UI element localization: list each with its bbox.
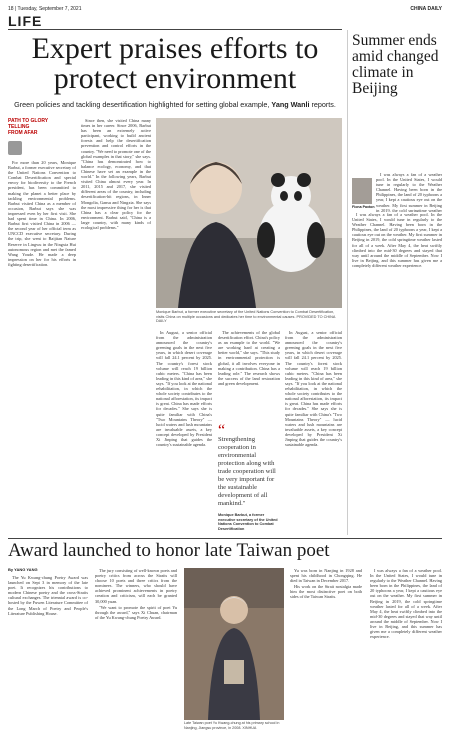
section-title: LIFE: [8, 13, 43, 29]
page-date: 18 | Tuesday, September 7, 2021: [8, 6, 82, 12]
masthead: [8, 4, 442, 14]
portrait-illustration: [156, 118, 342, 308]
main-col-4: [285, 330, 342, 535]
main-col-3b: [218, 330, 280, 422]
award-col-3-text: Yu was born in Nanjing in 1928 and spent his childhood in Chongqing. He died in Taiwan in December 2017.: [290, 568, 362, 584]
sidebar-author: Fiona Paxton: [352, 205, 375, 209]
pull-quote: [218, 422, 280, 508]
yu-kwang-chung-photo: [184, 568, 284, 720]
subhead-text: Green policies and tackling desertification highlighted for setting global example,: [14, 100, 270, 109]
quote-mark-icon: “: [218, 422, 226, 439]
award-col-3: [290, 568, 362, 743]
pull-quote-text: Strengthening cooperation in environmental protection along with trade cooperation will be very important for the sustainable development of all mankind.": [218, 436, 276, 507]
section-divider: [8, 29, 342, 30]
sidebar-continued: [370, 568, 442, 743]
subhead-byline: Yang Wanli: [271, 100, 310, 109]
award-byline: By YANG YANG: [8, 567, 38, 572]
main-subhead: [8, 100, 342, 109]
main-photo-caption: Monique Barbut, a former executive secretary of the United Nations Convention to Combat Desertification, visits China on multiple occasions and dedicates her time to environmental causes. PROVIDED TO CHINA DAILY: [156, 310, 336, 324]
award-col-2b-text: "We want to promote the spirit of poet Yu through the award," says Xi Chuan, chairman of the Yu Kwang-chung Poetry Award.: [95, 604, 177, 620]
award-col-3b-text: His work on the Strait nostalgia made him the most distinctive poet on both sides of the Taiwan Straits.: [290, 584, 362, 600]
sidebar-intro: [376, 172, 442, 212]
sidebar-divider: [347, 30, 348, 535]
award-divider: [8, 538, 442, 539]
poet-illustration: [184, 568, 284, 720]
award-headline: Award launched to honor late Taiwan poet: [8, 540, 330, 561]
subhead-suffix: reports.: [311, 100, 336, 109]
sidebar-continued-text: I was always a fan of a weather pool. In the United States, I would tune in regularly to the Weather Channel. Having been born in the Philippines, the land of 20 typhoons a year, I kept a cautious eye out on the weather. My first summer in Beijing in 2019, the cold springtime weather lasted for all of a week. After May 4, the heat swiftly climbed into the mid-30 degrees and stayed that way until around the middle of September. Now I live in Beijing, and this summer has given me a completely different weather experience.: [370, 568, 442, 640]
main-col-3: [156, 330, 212, 535]
monique-barbut-photo: [156, 118, 342, 308]
column-kicker: PATH TO GLORY TELLING FROM AFAR: [8, 118, 49, 136]
publication-name: CHINA DAILY: [410, 6, 442, 12]
award-photo-caption: Late Taiwan poet Yu Kwang-chung at his primary school in Nanjing, Jiangsu province, in 2008. XINHUA: [184, 721, 280, 730]
award-col-2-text: The jury consisting of well-known poets and poetry critics from across the Straits will choose 10 poets and three critics from the nominees. The winners, who should have achieved prominent achievements in poetry creation and criticism, will each be granted 30,000 yuan.: [95, 568, 177, 604]
main-col-1-text: For more than 20 years, Monique Barbut, a former executive secretary of the United Nations Convention to Combat Desertification and special envoy for biodiversity to the French president, has been committed to making the planet a better place by tackling environmental problems. Barbut visited China as a member of occasion, Barbut says she was impressed even by her first visit. She had spent time in China. In 2006, Barbut first visited China in 2006 — the second year of her official term as UNCCD executive secretary. During the trip, she went to Baijitan Nature Reserve in Lingwu in the Ningxia Hui autonomous region and met the famed Wang Youde. He made a deep impression on her for his efforts in fighting desertification.: [8, 160, 76, 267]
award-col-2: [95, 568, 177, 743]
sidebar-body: [352, 212, 442, 534]
main-col-3b-text: The achievements of the global desertification effort. China's policy as an example to the world. "We are working hard at creating a better world," she says. "This study in environmental protection is global, it all involves everyone in making a contribution. China has a leading role." The research shows the success of the land restoration and green development.: [218, 330, 280, 386]
author-photo: [8, 141, 22, 155]
main-col-3-text: In August, a senior official from the administration announced the country's greening goals in the next five years, in which desert coverage will fall 24.1 percent by 2025. The country's forest stock volume will reach 19 billion cubic meters. "China has been leading in this kind of area," she says. "If you look at the national rehabilitation, in which the whole society contributes to the national afforestation, its impact is great. China has made efforts for decades." She says she is quite familiar with China's "Two Mountains Theory" — lucid waters and lush mountains are invaluable assets, a key concept developed by President Xi Jinping that guides the country's sustainable agenda.: [156, 330, 212, 448]
award-col-1: [8, 575, 88, 743]
main-col-1: [8, 160, 76, 535]
sidebar-body-text: I was always a fan of a weather pool. In the United States, I would tune in regularly to the Weather Channel. Having been born in the Philippines, the land of 20 typhoons a year, I kept a cautious eye out on the weather. My first summer in Beijing in 2019, the cold springtime weather lasted for all of a week. After May 4, the heat swiftly climbed into the mid-30 degrees and stayed that way until around the middle of September. Now I live in Beijing, and this summer has given me a completely different weather experience.: [352, 212, 442, 268]
pull-quote-attribution: Monique Barbut, a former executive secretary of the United Nations Convention to Combat Desertification: [218, 513, 278, 531]
award-col-1-text: The Yu Kwang-chung Poetry Award was launched on Sept 3 in memory of the late poet. It recognizes his contributions to modern Chinese poetry and the cross-Straits cultural exchanges. The triennial award is co-hosted by the Fuwen Literature Committee of the Long March of Poetry and People's Literature Publishing House.: [8, 575, 88, 616]
main-col-2: [81, 118, 151, 535]
main-col-4-text: In August, a senior official from the administration announced the country's greening goals in the next five years, in which desert coverage will fall 24.1 percent by 2025. The country's forest stock volume will reach 19 billion cubic meters. "China has been leading in this kind of area," she says. "If you look at the national rehabilitation, in which the whole society contributes to the national afforestation, its impact is great. China has made efforts for decades." She says she is quite familiar with China's "Two Mountains Theory" — lucid waters and lush mountains are invaluable assets, a key concept developed by President Xi Jinping that guides the country's sustainable agenda.: [285, 330, 342, 448]
author-photo: [352, 178, 372, 204]
main-col-2-text: Since then, she visited China many times in her career. Since 2006, Barbut has been an extremely active participant, working to build ancient forests and help the desertification prevention and control efforts in the country. "We need to promote one of the global examples in that story," she says. "China has demonstrated how to balance ecology, economy, and that Chinese have set an example in the world." In the following years, Barbut visited China almost every year. In 2011, 2015 and 2017, she visited different areas of the country, including desertification-hit regions, in Inner Mongolia, Gansu and Ningxia. She says the most impressive thing for her is that China has a clear policy for the environment. Barbut said, "China is a large country, with many kinds of ecological problems.": [81, 118, 151, 230]
sidebar-intro-text: I was always a fan of a weather pool. In the United States, I would tune in regularly to the Weather Channel. Having been born in the Philippines, the land of 20 typhoons a year, I kept a cautious eye out on the weather. My first summer in Beijing in 2019, the cold springtime weather: [376, 172, 442, 212]
main-headline: Expert praises efforts to protect environment: [31, 32, 319, 95]
sidebar-headline: Summer ends amid changed climate in Beijing: [352, 32, 439, 97]
